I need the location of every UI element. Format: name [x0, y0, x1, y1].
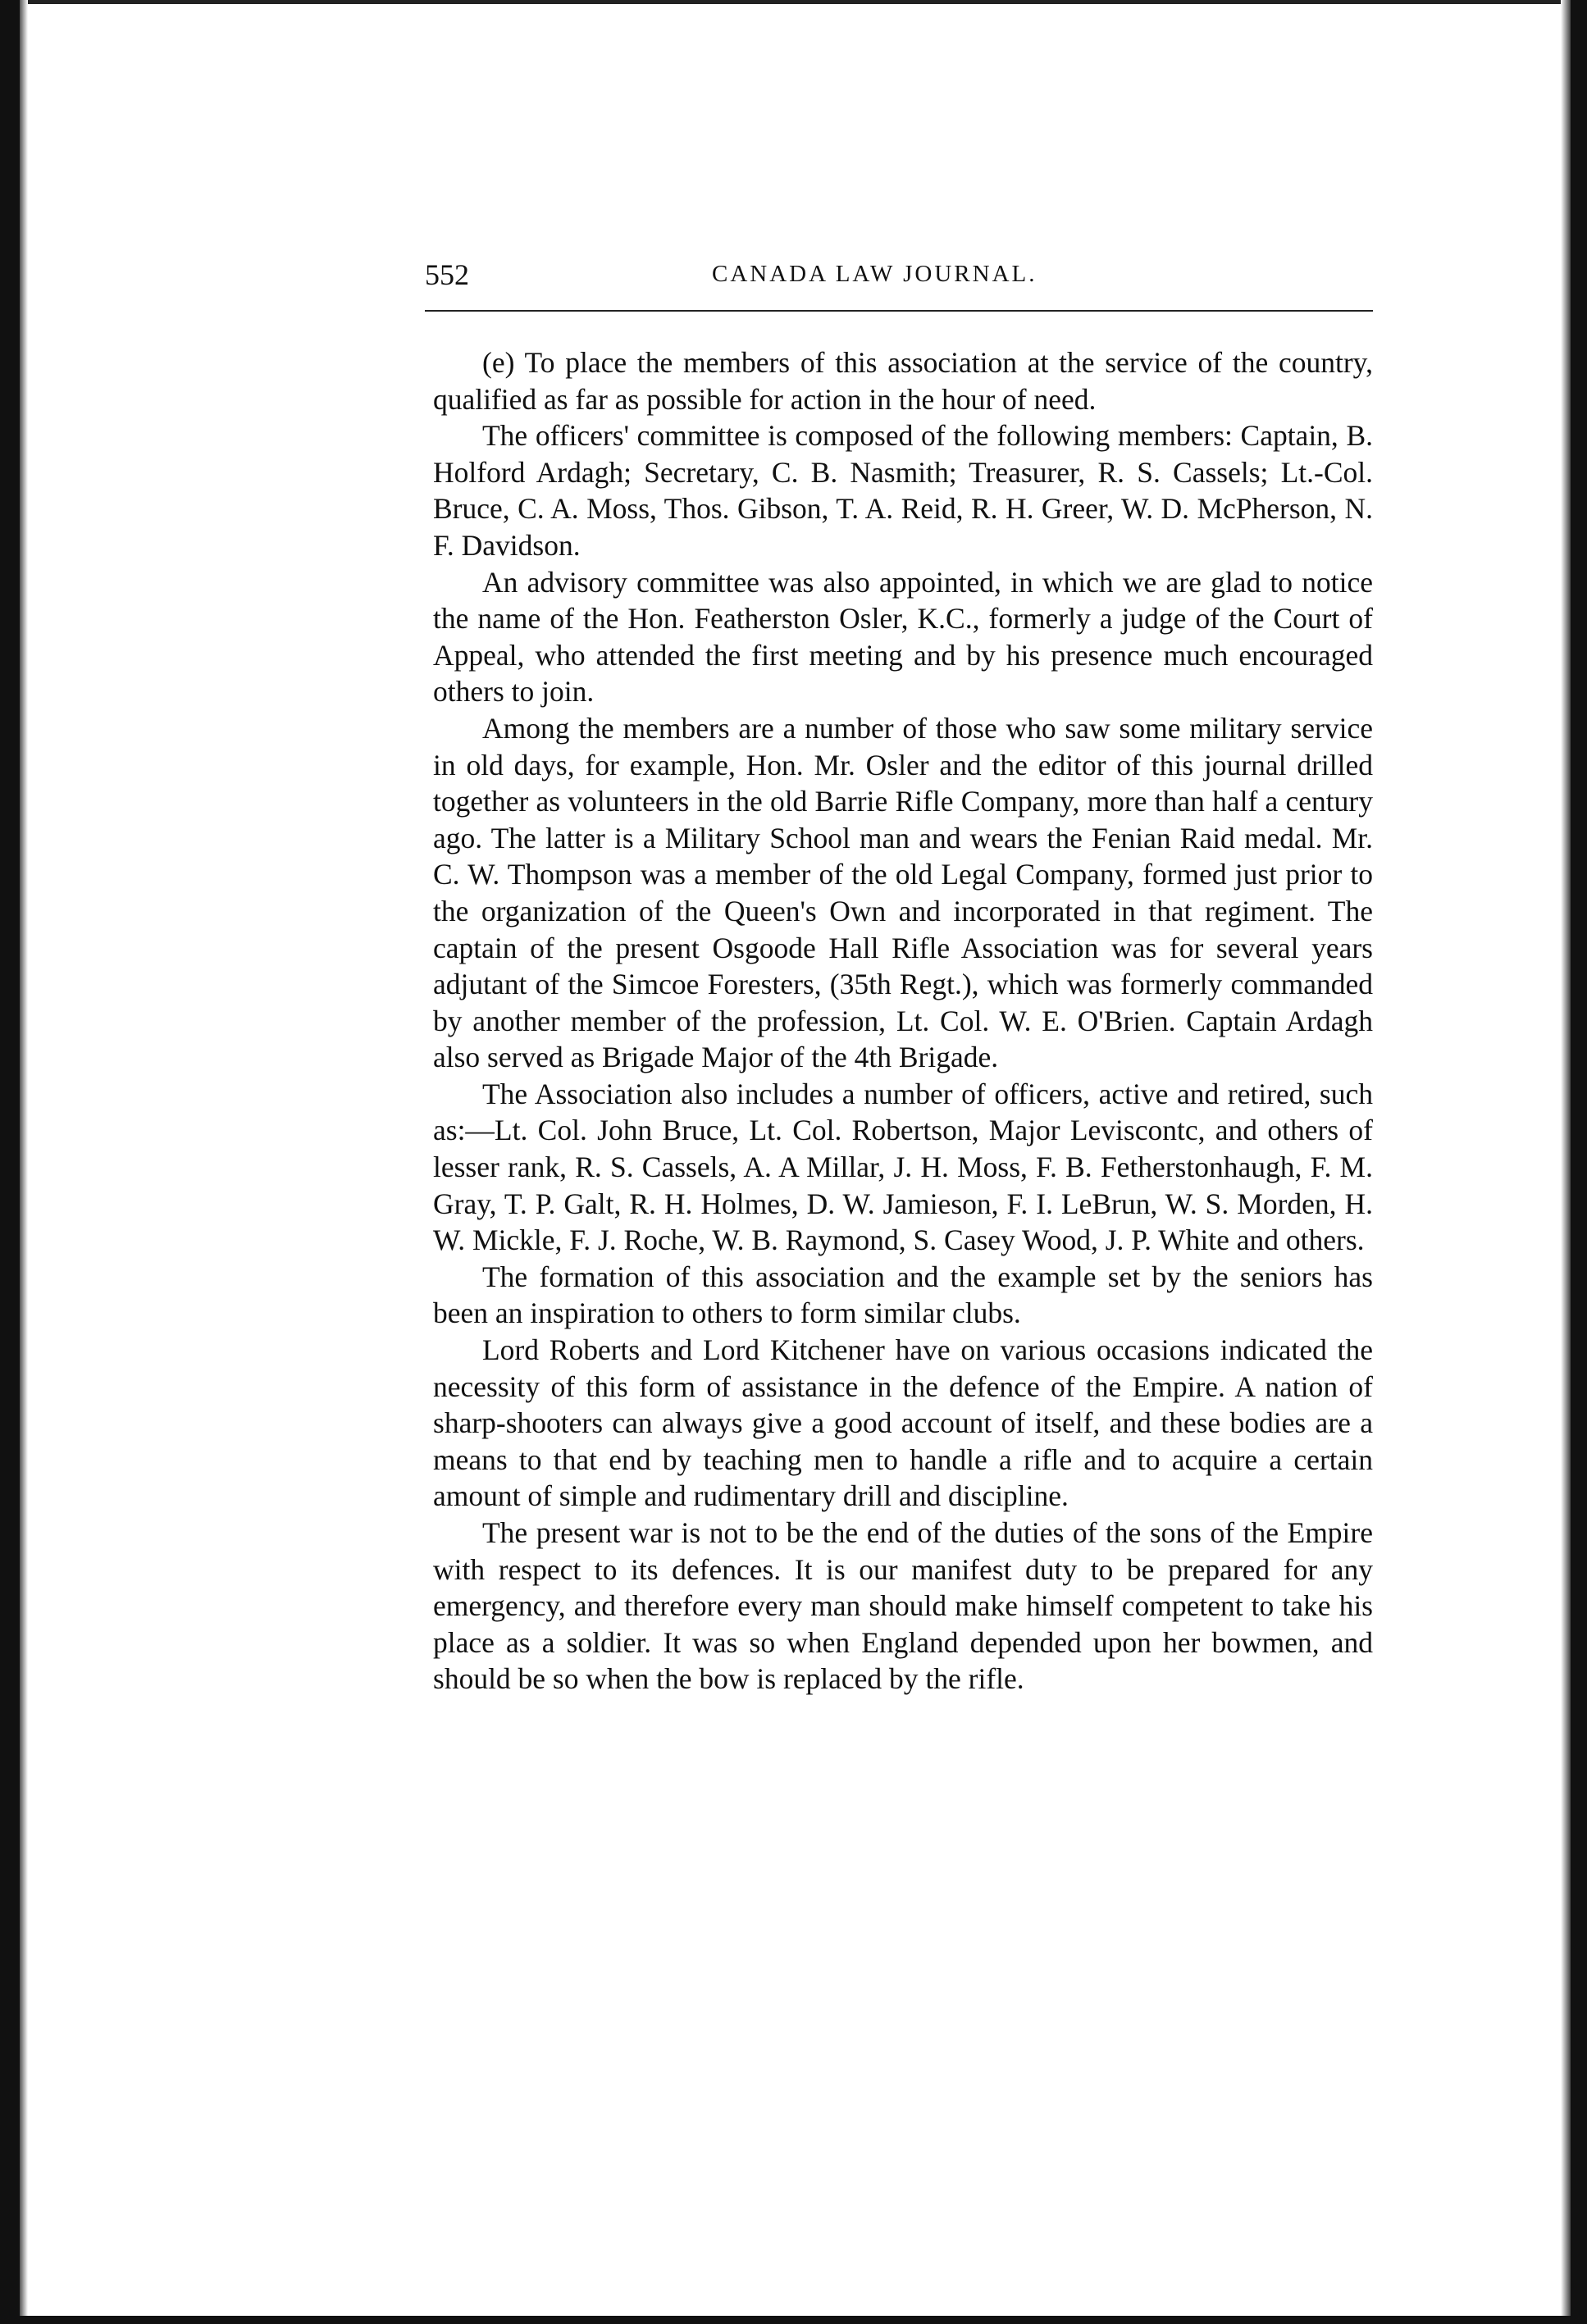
- article-body: [433, 344, 1373, 1697]
- paragraph-clause-e: (e) To place the members of this association at the service of the country, qualified as far as possible for action in the hour of need.: [433, 346, 1373, 416]
- page-number: 552: [425, 258, 469, 291]
- scan-border-left: [0, 0, 20, 2324]
- scan-shadow-right: [1561, 0, 1571, 2324]
- header-rule: [425, 310, 1373, 312]
- scan-border-top: [0, 0, 1587, 4]
- running-head: [425, 249, 1373, 298]
- paragraph-advisory-committee: An advisory committee was also appointed, in which we are glad to notice the name of the Hon. Featherston Osler, K.C., formerly a judge of the Court of Appeal, who attended the first meeting and by his presence much encouraged others to join.: [433, 565, 1373, 709]
- scan-shadow-left: [20, 0, 28, 2324]
- journal-title: CANADA LAW JOURNAL.: [712, 261, 1037, 287]
- scan-border-right: [1571, 0, 1587, 2324]
- paragraph-present-war: The present war is not to be the end of the duties of the sons of the Empire with respect to its defences. It is our manifest duty to be prepared for any emergency, and therefore every man should make himself competent to take his place as a soldier. It was so when England depended upon her bowmen, and should be so when the bow is replaced by the rifle.: [433, 1516, 1373, 1696]
- paragraph-defence-of-empire: Lord Roberts and Lord Kitchener have on various occasions indicated the necessity of this form of assistance in the defence of the Empire. A nation of sharp-shooters can always give a good account of itself, and these bodies are a means to that end by teaching men to handle a rifle and to acquire a certain amount of simple and rudimentary drill and discipline.: [433, 1333, 1373, 1513]
- paragraph-officers-list: The Association also includes a number of officers, active and retired, such as:—Lt. Col. John Bruce, Lt. Col. Robertson, Major Leviscontc, and others of lesser rank, R. S. Cassels, A. A Millar, J. H. Moss, F. B. Fetherstonhaugh, F. M. Gray, T. P. Galt, R. H. Holmes, D. W. Jamieson, F. I. LeBrun, W. S. Morden, H. W. Mickle, F. J. Roche, W. B. Raymond, S. Casey Wood, J. P. White and others.: [433, 1077, 1373, 1257]
- scan-border-bottom: [0, 2316, 1587, 2324]
- paragraph-officers-committee: The officers' committee is composed of the following members: Captain, B. Holford Ardagh; Secretary, C. B. Nasmith; Treasurer, R. S. Cassels; Lt.-Col. Bruce, C. A. Moss, Thos. Gibson, T. A. Reid, R. H. Greer, W. D. McPherson, N. F. Davidson.: [433, 419, 1373, 562]
- paragraph-formation: The formation of this association and the example set by the seniors has been an inspiration to others to form similar clubs.: [433, 1260, 1373, 1330]
- paragraph-military-service: Among the members are a number of those who saw some military service in old days, for example, Hon. Mr. Osler and the editor of this journal drilled together as volunteers in the old Barrie Rifle Company, more than half a century ago. The latter is a Military School man and wears the Fenian Raid medal. Mr. C. W. Thompson was a member of the old Legal Company, formed just prior to the organization of the Queen's Own and incorporated in that regiment. The captain of the present Osgoode Hall Rifle Association was for several years adjutant of the Simcoe Foresters, (35th Regt.), which was formerly commanded by another member of the profession, Lt. Col. W. E. O'Brien. Captain Ardagh also served as Brigade Major of the 4th Brigade.: [433, 711, 1373, 1074]
